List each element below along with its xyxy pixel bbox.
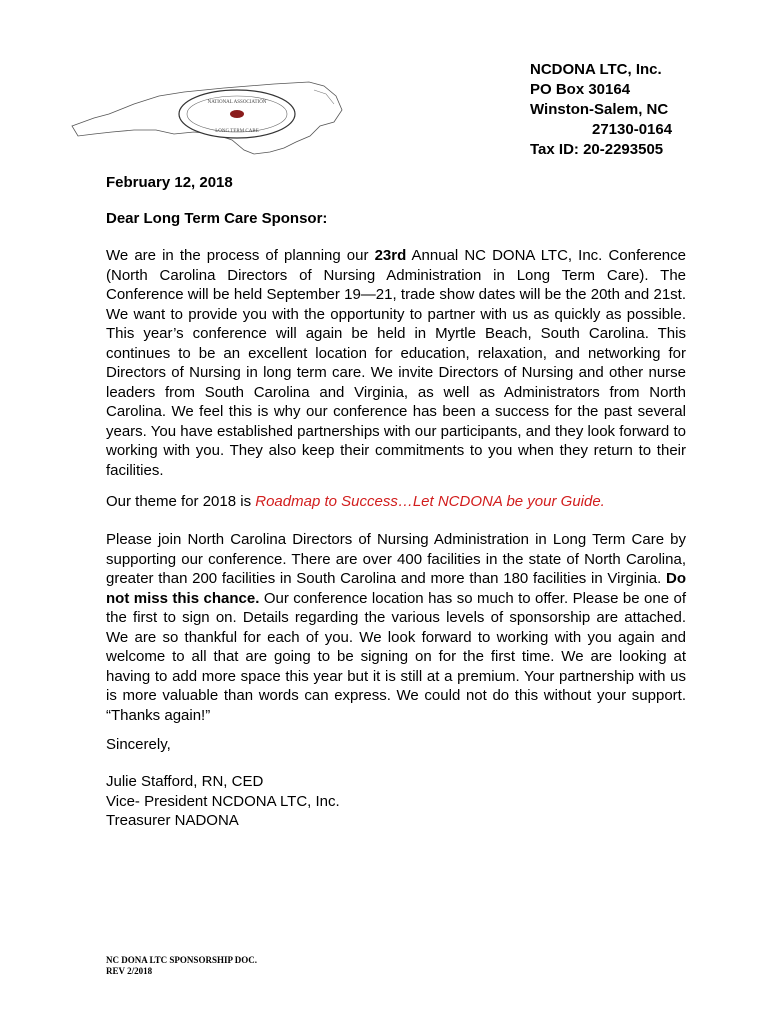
edition-number: 23rd xyxy=(374,247,407,264)
emphasis-text: Do not miss this chance. xyxy=(106,570,686,607)
paragraph-theme: Our theme for 2018 is Roadmap to Success…Let NCDONA be your Guide. xyxy=(106,493,605,510)
letterhead-address xyxy=(530,60,672,160)
document-footer xyxy=(106,955,257,977)
tax-id: Tax ID: 20-2293505 xyxy=(530,141,664,158)
footer-doc-name: NC DONA LTC SPONSORSHIP DOC. xyxy=(106,955,257,965)
po-box: PO Box 30164 xyxy=(530,81,631,98)
salutation: Dear Long Term Care Sponsor: xyxy=(106,210,328,227)
paragraph-intro: We are in the process of planning our 23rd Annual NC DONA LTC, Inc. Conference (North Carolina Directors of Nursing Administration in Long Term Care). The Conference will be held September 19—21, trade show dates will be the 20th and 21st. We want to provide you with the opportunity to partner with us as quickly as possible. This year’s conference will again be held in Myrtle Beach, South Carolina. This continues to be an excellent location for education, relaxation, and networking for Directors of Nursing in long term care. We invite Directors of Nursing and other nurse leaders from South Carolina and Virginia, as well as Administrators from North Carolina. We feel this is why our conference has been a success for the past several years. You have established partnerships with our participants, and they look forward to working with you. They also keep their commitments to you when they return to their facilities. xyxy=(106,247,686,479)
closing: Sincerely, xyxy=(106,736,171,753)
nc-state-map-with-seal-icon xyxy=(64,70,354,160)
seal-bottom-text: LONG TERM CARE xyxy=(215,129,259,134)
paragraph-appeal: Please join North Carolina Directors of Nursing Administration in Long Term Care by supporting our conference. There are over 400 facilities in the state of North Carolina, greater than 200 facilities in South Carolina and more than 180 facilities in Virginia. Do not miss this chance. Our conference location has so much to offer. Please be one of the first to sign on. Details regarding the various levels of sponsorship are attached. We are so thankful for each of you. We look forward to working with you again and welcome to all that are going to be signing on for the first time. We are looking at having to add more space this year but it is still at a premium. Your partnership with us is more valuable than words can express. We could not do this without your support. “Thanks again!” xyxy=(106,531,686,724)
signer-title-1: Vice- President NCDONA LTC, Inc. xyxy=(106,792,340,810)
seal-top-text: NATIONAL ASSOCIATION xyxy=(207,100,267,105)
city-state: Winston-Salem, NC xyxy=(530,101,669,118)
org-name: NCDONA LTC, Inc. xyxy=(530,61,662,78)
signer-title-2: Treasurer NADONA xyxy=(106,812,239,829)
footer-revision: REV 2/2018 xyxy=(106,966,153,976)
signature-block xyxy=(106,772,340,831)
theme-text: Roadmap to Success…Let NCDONA be your Guide. xyxy=(255,493,605,510)
zip-code: 27130-0164 xyxy=(592,121,673,138)
letter-date: February 12, 2018 xyxy=(106,174,233,191)
signer-name: Julie Stafford, RN, CED xyxy=(106,773,264,790)
